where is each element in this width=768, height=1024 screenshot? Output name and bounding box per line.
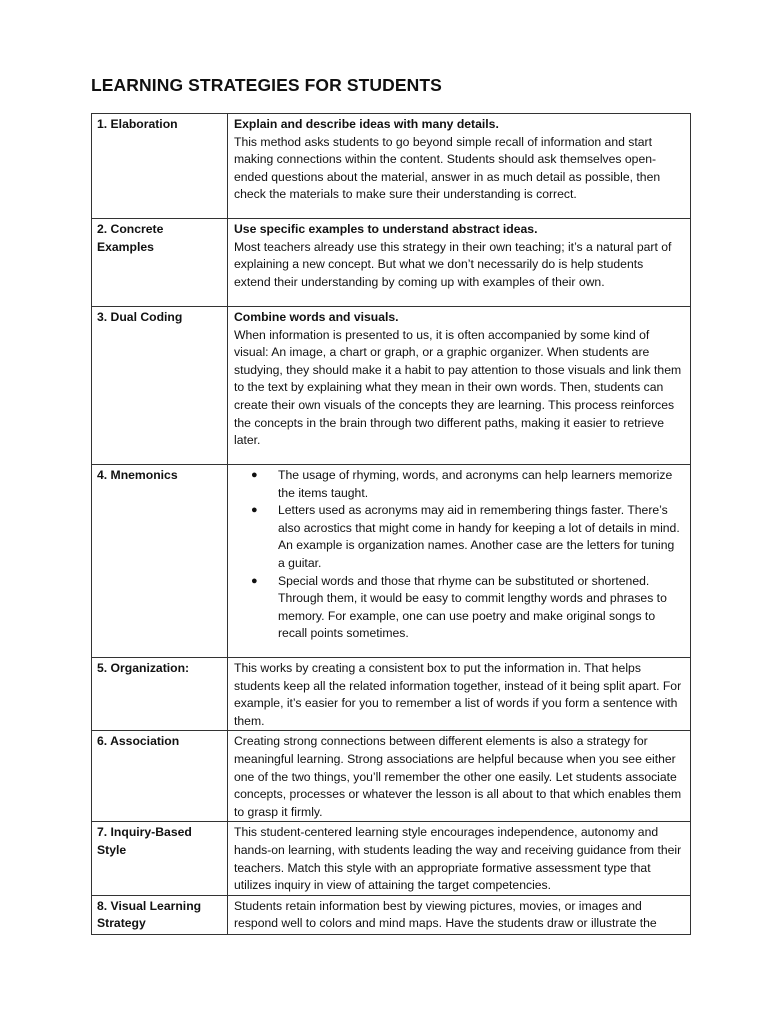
strategy-body: This works by creating a consistent box to put the information in. That helps students keep all the related information together, instead of it being split apart. For example, it’s easier for you to remember a list of words if you form a sentence with them. [234,661,682,728]
bullet-icon: ● [251,574,258,587]
strategy-description [228,114,691,219]
strategy-name: 1. Elaboration [92,114,228,219]
list-item [251,502,682,572]
table-row [92,895,691,934]
table-row [92,465,691,658]
table-row [92,658,691,731]
page-title: LEARNING STRATEGIES FOR STUDENTS [91,75,442,95]
strategy-body: This student-centered learning style encourages independence, autonomy and hands-on learning, with students leading the way and receiving guidance from their teachers. Match this style with an appropriate formative assessment type that utilizes inquiry in view of attaining the target competencies. [234,825,682,893]
strategy-body: Most teachers already use this strategy in their own teaching; it’s a natural part of explaining a new concept. But what we don’t necessarily do is help students extend their understanding by coming up with examples of their own. [234,239,672,289]
strategy-lead: Combine words and visuals. [234,310,399,324]
strategy-description [228,658,691,731]
table-row [92,731,691,822]
strategy-name: 6. Association [92,731,228,822]
bullet-text: Letters used as acronyms may aid in remembering things faster. There’s also acrostics that might come in handy for keeping a lot of details in mind. An example is organization names. Another case are the letters for tuning a guitar. [278,503,680,570]
bullet-list [234,467,682,643]
strategy-name: 4. Mnemonics [92,465,228,658]
table-row [92,822,691,895]
strategy-description [228,731,691,822]
list-item [251,467,682,502]
bullet-icon: ● [251,469,258,481]
table-row [92,114,691,219]
bullet-text: Special words and those that rhyme can be substituted or shortened. Through them, it would be easy to commit lengthy words and phrases to memory. For example, one can use poetry and make original songs to recall points sometimes. [278,573,667,641]
table-row [92,219,691,307]
list-item [251,573,682,643]
strategy-body: When information is presented to us, it is often accompanied by some kind of visual: An image, a chart or graph, or a graphic organizer. When students are studying, they should make it a habit to pay attention to those visuals and link them to the text by explaining what they mean in their own words. Then, students can create their own visuals of the concepts they are learning. This process reinforces the concepts in the brain through two different paths, making it easier to retrieve later. [234,327,682,448]
strategy-body: Students retain information best by viewing pictures, movies, or images and respond well to colors and mind maps. Have the students draw or illustrate the [234,898,657,931]
strategy-description [228,465,691,658]
strategy-lead: Explain and describe ideas with many details. [234,117,499,131]
table-row [92,307,691,465]
strategy-name: 7. Inquiry-Based Style [92,822,228,895]
strategy-name: 2. Concrete Examples [92,219,228,307]
strategy-lead: Use specific examples to understand abstract ideas. [234,222,538,236]
strategy-name: 5. Organization: [92,658,228,731]
strategy-name: 8. Visual Learning Strategy [92,895,228,934]
bullet-icon: ● [251,504,258,517]
strategy-description [228,895,691,934]
strategies-table [91,113,691,935]
strategy-body: This method asks students to go beyond simple recall of information and start making connections within the content. Students should ask themselves open-ended questions about the material, answer in as much detail as possible, then check the materials to make sure their understanding is correct. [234,134,661,202]
strategy-description [228,219,691,307]
strategy-name: 3. Dual Coding [92,307,228,465]
strategy-description [228,822,691,895]
strategy-description [228,307,691,465]
strategy-body: Creating strong connections between different elements is also a strategy for meaningful learning. Strong associations are helpful because when you see either one of the two things, you’ll remember the other one easily. Let students associate concepts, processes or whatever the lesson is all about to that which enables them to grasp it firmly. [234,734,682,819]
bullet-text: The usage of rhyming, words, and acronyms can help learners memorize the items taught. [278,468,673,500]
